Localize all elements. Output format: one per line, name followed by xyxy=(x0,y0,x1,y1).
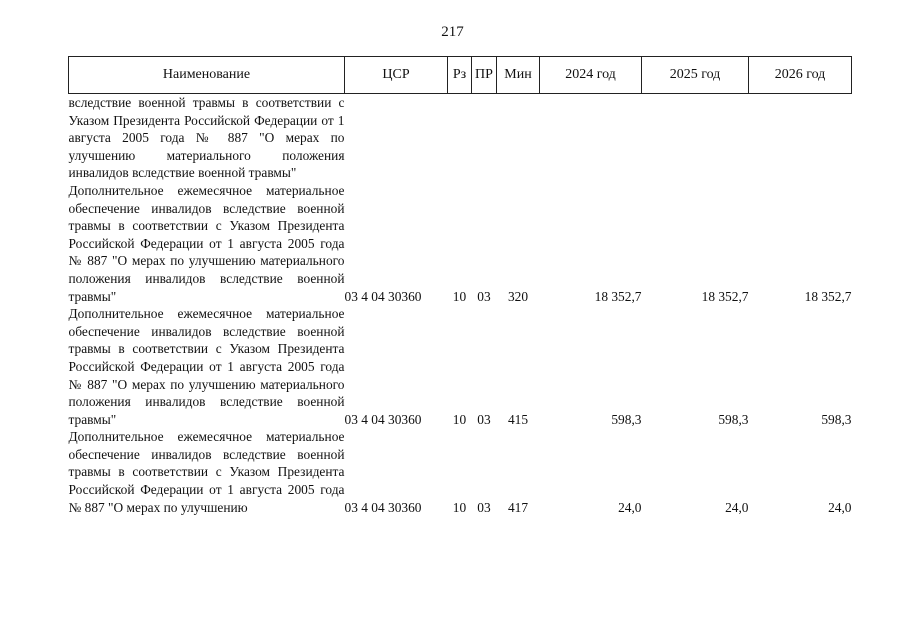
row-2025: 18 352,7 xyxy=(701,288,749,304)
row-name: Дополнительное ежемесячное материальное обеспечение инвалидов вследствие военной травмы в соответствии с Указом Президента Российской Федерации от 1 августа 2005 года № 887 "О мерах по улучшению материального положения инвалидов вследствие военной травмы" xyxy=(68,182,345,304)
row-name: Дополнительное ежемесячное материальное обеспечение инвалидов вследствие военной травмы в соответствии с Указом Президента Российской Федерации от 1 августа 2005 года № 887 "О мерах по улучшению материального положения инвалидов вследствие военной травмы" xyxy=(68,306,345,427)
row-2026: 24,0 xyxy=(828,499,852,515)
header-2025: 2025 год xyxy=(642,57,749,94)
header-2026: 2026 год xyxy=(749,57,852,94)
row-2025: 598,3 xyxy=(718,411,749,427)
header-min: Мин xyxy=(497,57,540,94)
row-2026: 18 352,7 xyxy=(804,288,852,304)
row-min: 417 xyxy=(507,499,529,515)
row-name: вследствие военной травмы в соответствии с Указом Президента Российской Федерации от 1 августа 2005 года № 887 "О мерах по улучшению материального положения инвалидов вследствие военной травмы" xyxy=(68,95,345,181)
page-number: 217 xyxy=(441,24,464,40)
table-row xyxy=(69,305,852,428)
row-rz: 10 xyxy=(452,499,467,515)
row-name: Дополнительное ежемесячное материальное обеспечение инвалидов вследствие военной травмы в соответствии с Указом Президента Российской Федерации от 1 августа 2005 года № 887 "О мерах по улучшению xyxy=(68,429,345,515)
table-row xyxy=(69,182,852,305)
row-pr: 03 xyxy=(477,411,491,427)
table-header-row xyxy=(69,57,852,94)
row-csr xyxy=(345,94,448,182)
row-2024: 18 352,7 xyxy=(594,288,642,304)
row-2026: 598,3 xyxy=(821,411,852,427)
table-row xyxy=(69,428,852,516)
row-rz xyxy=(448,94,472,182)
row-2024: 24,0 xyxy=(618,499,642,515)
row-min: 415 xyxy=(507,411,529,427)
row-csr: 03 4 04 30360 xyxy=(344,411,422,427)
row-2025: 24,0 xyxy=(725,499,749,515)
row-pr xyxy=(472,94,497,182)
row-csr: 03 4 04 30360 xyxy=(344,288,422,304)
row-2026 xyxy=(749,94,852,182)
row-pr: 03 xyxy=(477,499,491,515)
table-row xyxy=(69,94,852,182)
header-name: Наименование xyxy=(69,57,345,94)
header-2024: 2024 год xyxy=(540,57,642,94)
row-rz: 10 xyxy=(452,411,467,427)
header-csr: ЦСР xyxy=(345,57,448,94)
row-min: 320 xyxy=(507,288,529,304)
row-min xyxy=(497,94,540,182)
header-rz: Рз xyxy=(448,57,472,94)
row-2024: 598,3 xyxy=(611,411,642,427)
budget-table xyxy=(68,56,852,516)
header-pr: ПР xyxy=(472,57,497,94)
row-2025 xyxy=(642,94,749,182)
row-rz: 10 xyxy=(452,288,467,304)
row-pr: 03 xyxy=(477,288,491,304)
row-2024 xyxy=(540,94,642,182)
row-csr: 03 4 04 30360 xyxy=(344,499,422,515)
